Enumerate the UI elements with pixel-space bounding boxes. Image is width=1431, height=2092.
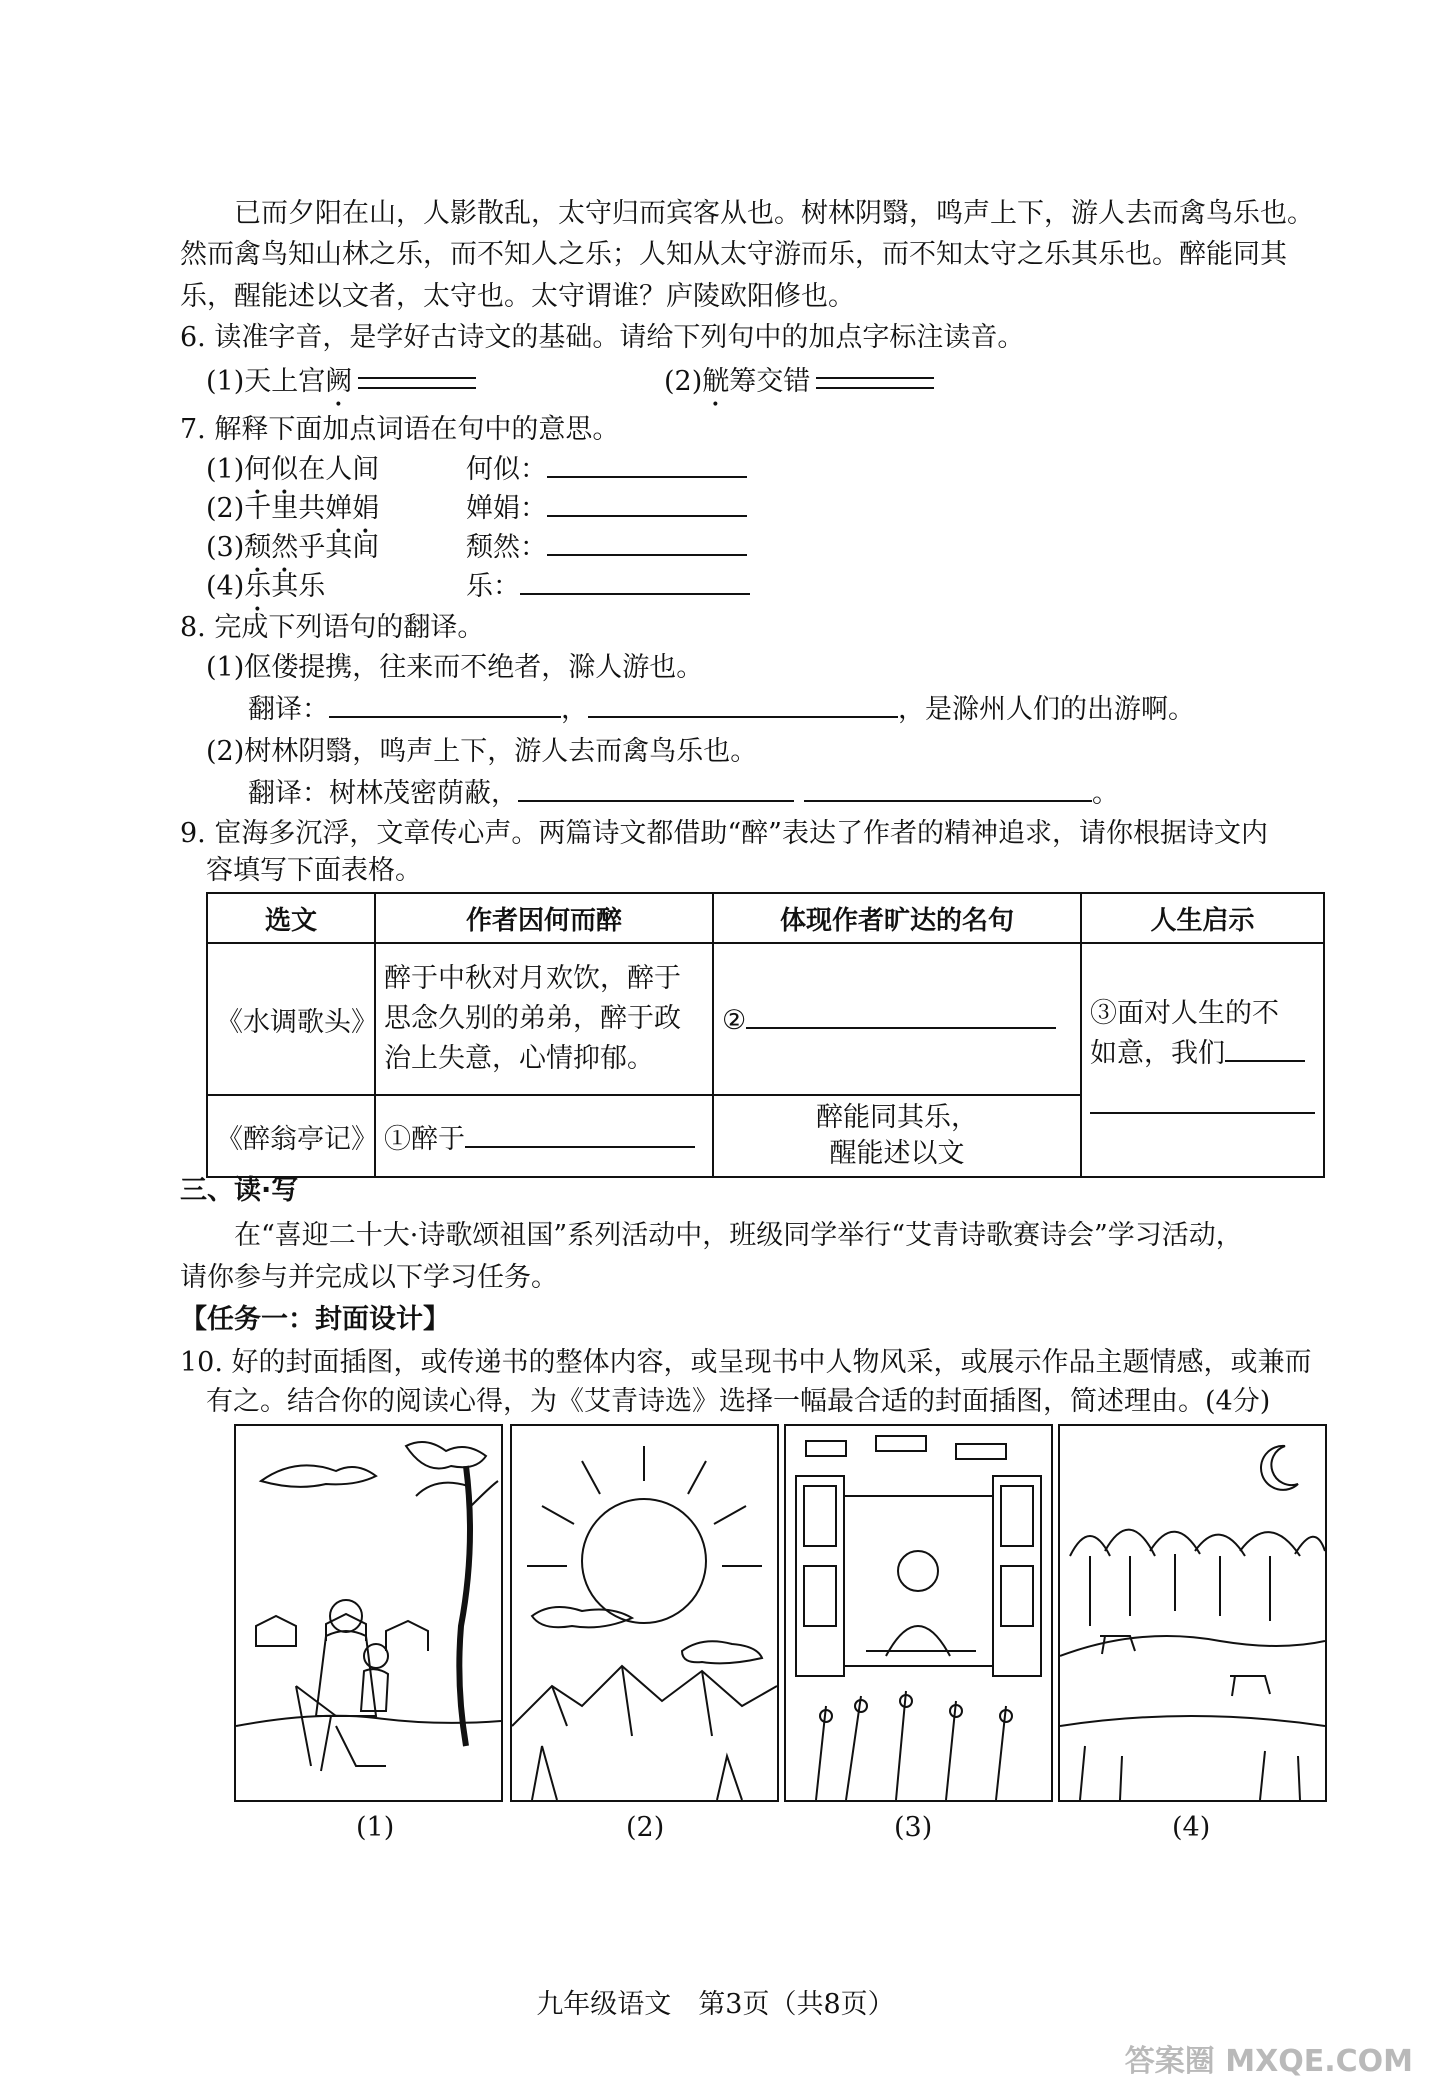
q7-answer-row-1 (466, 452, 747, 488)
q6-item-1-dotted: 阙 (325, 366, 353, 397)
q7-answer-1[interactable] (547, 452, 747, 478)
q10-stem-1: 10. 好的封面插图，或传递书的整体内容，或呈现书中人物风采，或展示作品主题情感，或兼而 (180, 1347, 1312, 1378)
q9-row2-reason-cell (375, 1095, 713, 1177)
q9-stem-1: 9. 宦海多沉浮，文章传心声。两篇诗文都借助“醉”表达了作者的精神追求，请你根据诗文内 (180, 818, 1268, 849)
q9-header-reason: 作者因何而醉 (375, 893, 713, 943)
q9-row2-quote-b: 醒能述以文 (829, 1138, 965, 1169)
q7-item-1-pre: (1) (206, 454, 245, 485)
q7-item-3-pre: (3) (206, 532, 245, 563)
mother-child-tree-illustration (236, 1426, 501, 1800)
q8-answer-1b[interactable] (588, 692, 898, 718)
q8-answer-2a[interactable] (518, 776, 794, 802)
cover-option-3-image[interactable] (784, 1424, 1053, 1802)
q6-item-2-text: 筹交错 (729, 366, 811, 397)
q7-item-3-post: 乎其间 (298, 532, 380, 563)
q9-table (206, 892, 1325, 1178)
q7-label-2: 婵娟： (466, 493, 547, 524)
q6-item-1 (206, 364, 476, 413)
q9-stem-2: 容填写下面表格。 (206, 855, 422, 886)
passage-line-3: 乐，醒能述以文者，太守也。太守谓谁？庐陵欧阳修也。 (180, 281, 855, 312)
q7-stem: 7. 解释下面加点词语在句中的意思。 (180, 414, 620, 445)
q9-header-selection: 选文 (207, 893, 375, 943)
q7-item-3-dotted: 颓然 (244, 532, 299, 563)
q8-t2-label: 翻译：树林茂密荫蔽， (248, 778, 518, 809)
q9-insight-text-b: 如意，我们 (1090, 1038, 1225, 1069)
q8-t1-label: 翻译： (248, 694, 329, 725)
q7-label-1: 何似： (466, 454, 547, 485)
cover-option-2-image[interactable] (510, 1424, 779, 1802)
q8-t1-comma: ， (561, 694, 588, 725)
section3-intro-2: 请你参与并完成以下学习任务。 (180, 1262, 558, 1293)
q8-sentence-1: (1)伛偻提携，往来而不绝者，滁人游也。 (206, 652, 704, 683)
q6-item-2-num: (2) (664, 366, 703, 397)
q9-row1-reason: 醉于中秋对月欢饮，醉于思念久别的弟弟，醉于政治上失意，心情抑郁。 (375, 943, 713, 1095)
q7-item-1-dotted: 何似 (244, 454, 299, 485)
moon-forest-illustration (1060, 1426, 1325, 1800)
q8-translation-1 (248, 692, 1195, 728)
q9-row1-quote-num: ② (722, 1004, 747, 1036)
q9-insight-line-b (1090, 1034, 1315, 1074)
caption-2: (2) (626, 1812, 665, 1843)
q8-translation-2 (248, 776, 1119, 812)
q9-row1-quote-cell (713, 943, 1081, 1095)
cover-option-1-image[interactable] (234, 1424, 503, 1802)
q9-row2-reason: ①醉于 (384, 1123, 465, 1155)
q7-item-1-post: 在人间 (298, 454, 380, 485)
q7-answer-row-3 (466, 530, 747, 566)
q6-answer-1[interactable] (358, 377, 476, 389)
q8-sentence-2: (2)树林阴翳，鸣声上下，游人去而禽鸟乐也。 (206, 736, 758, 767)
q9-answer-2[interactable] (746, 1003, 1056, 1029)
q8-stem: 8. 完成下列语句的翻译。 (180, 612, 485, 643)
q9-answer-1[interactable] (465, 1122, 695, 1148)
q9-answer-3b[interactable] (1090, 1088, 1315, 1114)
passage-line-1: 已而夕阳在山，人影散乱，太守归而宾客从也。树林阴翳，鸣声上下，游人去而禽鸟乐也。 (234, 198, 1314, 229)
q8-t2-end: 。 (1092, 778, 1119, 809)
q6-answer-2[interactable] (816, 377, 934, 389)
watermark-logo: 答案圈 MXQE.COM (1124, 2044, 1413, 2079)
q9-insight-cell (1081, 943, 1324, 1177)
q8-t1-end: ，是滁州人们的出游啊。 (898, 694, 1195, 725)
q7-answer-3[interactable] (547, 530, 747, 556)
task1-title: 【任务一：封面设计】 (180, 1304, 450, 1335)
q7-item-4-dotted: 乐 (244, 571, 272, 602)
page-footer: 九年级语文 第3页（共8页） (536, 1989, 895, 2020)
section3-intro-1: 在“喜迎二十大·诗歌颂祖国”系列活动中，班级同学举行“艾青诗歌赛诗会”学习活动， (234, 1220, 1243, 1251)
passage-line-2: 然而禽鸟知山林之乐，而不知人之乐；人知从太守游而乐，而不知太守之乐其乐也。醉能同其 (180, 239, 1287, 270)
q9-header-quote: 体现作者旷达的名句 (713, 893, 1081, 943)
q7-answer-row-4 (466, 569, 750, 605)
q8-answer-2b[interactable] (804, 776, 1092, 802)
q9-insight-line-a: ③面对人生的不 (1090, 998, 1279, 1029)
q9-header-insight: 人生启示 (1081, 893, 1324, 943)
q8-answer-1a[interactable] (329, 692, 561, 718)
q7-item-2-pre: (2)千里共 (206, 493, 326, 524)
q9-insight-line-c (1090, 1086, 1315, 1126)
q7-answer-2[interactable] (547, 491, 747, 517)
q7-label-3: 颓然： (466, 532, 547, 563)
q9-row-1 (207, 943, 1324, 1095)
q7-label-4: 乐： (466, 571, 520, 602)
q7-answer-row-2 (466, 491, 747, 527)
caption-1: (1) (356, 1812, 395, 1843)
q9-answer-3a[interactable] (1225, 1036, 1305, 1062)
caption-3: (3) (894, 1812, 933, 1843)
q6-stem: 6. 读准字音，是学好古诗文的基础。请给下列句中的加点字标注读音。 (180, 322, 1025, 353)
q7-item-2-dotted: 婵娟 (325, 493, 380, 524)
q10-stem-2: 有之。结合你的阅读心得，为《艾青诗选》选择一幅最合适的封面插图，简述理由。(4分) (206, 1386, 1271, 1417)
q6-item-2-dotted: 觥 (702, 366, 730, 397)
q6-item-2 (664, 364, 934, 413)
window-writer-illustration (786, 1426, 1051, 1800)
q7-item-4-post: 其乐 (271, 571, 326, 602)
q9-row1-title: 《水调歌头》 (207, 943, 375, 1095)
section3-title: 三、读·写 (180, 1175, 299, 1206)
q9-row2-quote-cell (713, 1095, 1081, 1177)
q6-item-1-text: (1)天上宫 (206, 366, 326, 397)
q9-row2-quote-a: 醉能同其乐， (816, 1102, 978, 1133)
caption-4: (4) (1172, 1812, 1211, 1843)
q9-row2-title: 《醉翁亭记》 (207, 1095, 375, 1177)
cover-option-4-image[interactable] (1058, 1424, 1327, 1802)
q7-item-4-pre: (4) (206, 571, 245, 602)
q7-answer-4[interactable] (520, 569, 750, 595)
q9-table-header (207, 893, 1324, 943)
sun-mountains-illustration (512, 1426, 777, 1800)
